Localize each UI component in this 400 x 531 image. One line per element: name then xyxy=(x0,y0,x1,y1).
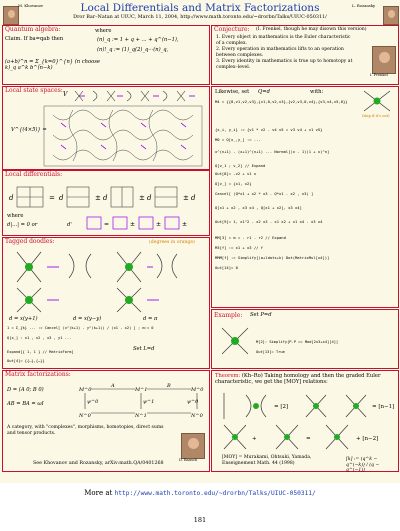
doodles-code3: Expand[{ 1, 1 } // MatrixForm] xyxy=(7,350,74,354)
example-diagram xyxy=(218,324,252,358)
example-heading: Example: xyxy=(214,312,243,319)
footer-more-at: More at xyxy=(84,489,113,497)
svg-text:±: ± xyxy=(95,194,101,202)
svg-text:=: = xyxy=(49,194,55,202)
doodles-code1: 1 = Σ_{k} ... := Cancel[ (x^(k+1) - y^(k+1)) / (x1 - x2) ] ; m:= 0 xyxy=(7,326,154,330)
matrix-box xyxy=(2,370,210,472)
quantum-eq2: (n)!_q := (1)_q(2)_q···(n)_q, xyxy=(97,47,169,53)
doodles-code2: Q[x_] : x1 , x2 , x3 , y1 ... xyxy=(7,336,72,340)
likewise-box xyxy=(211,86,399,308)
math-line-12: M3[f] := x1 + x3 // f xyxy=(215,245,264,250)
conjecture-box xyxy=(211,25,399,85)
likewise-q: Q=d xyxy=(258,89,270,95)
doodles-eq3: d = π xyxy=(143,316,158,322)
math-line-7: Q[v_] = {x1, x2} xyxy=(215,181,252,186)
math-line-6: Out[8]= -v2 + v1 x xyxy=(215,171,257,176)
differentials-d-zero: d|…| = 0 or xyxy=(7,222,38,228)
moy-rel-3: + [n−2] xyxy=(356,436,379,442)
quantum-where: where xyxy=(95,28,112,34)
example-code: M[2]: Simplify[P.P == Mod[2x3+x4][4]] xyxy=(256,340,339,344)
moy-rel-2: = [n−1] xyxy=(372,404,394,410)
rozansky-caption: L. Rozansky xyxy=(352,3,376,8)
differentials-where: where xyxy=(7,213,24,219)
doodles-set: Set L=d xyxy=(133,346,155,352)
frenkel-caption: I. Frenkel xyxy=(370,73,388,77)
doodles-eq1: d = x(y+1) xyxy=(9,316,38,322)
svg-text:d: d xyxy=(191,194,196,202)
svg-text:±: ± xyxy=(183,194,189,202)
differentials-diagram xyxy=(7,183,205,211)
quantum-binom: (a+b)^n = Σ_{k=0}^{n} (n choose k)_q a^k b^(n−k) xyxy=(5,59,100,72)
conjecture-note: (I. Frenkel, though he may disown this version) xyxy=(256,27,367,32)
theorem-box xyxy=(211,370,399,472)
math-line-10: Out[9]= 1, x1^2 - x2 x3 - x1 x2 + x1 x4 - x3 x4 xyxy=(215,219,323,224)
mf-label-psi1: ψ^1 xyxy=(143,399,155,405)
conjecture-item-1: 1. Every object in mathematics is the Euler characteristic of a complex. xyxy=(216,35,351,46)
svg-text:d: d xyxy=(9,194,14,202)
page-title: Local Differentials and Matrix Factorizations xyxy=(80,2,320,14)
differentials-small-diagram xyxy=(83,215,203,231)
math-line-9: Q[x1 + x2 , x3 x4 , Q[x1 + x2], x3 x4] xyxy=(215,205,302,210)
footer-line xyxy=(0,489,400,497)
mf-label-psi0b: ψ^0 xyxy=(187,399,199,405)
moy-qnum: [k] := (q^k − q^(−k)) / (q − q^(−1)) xyxy=(346,457,380,474)
doodles-out: Out[4]= {{…},{…}} xyxy=(7,359,45,363)
quantum-eq1: (n)_q := 1 + q + ... + q^(n−1), xyxy=(97,37,179,43)
svg-text:d: d xyxy=(147,194,152,202)
v-big-label: V^{(4×5)} = xyxy=(11,127,47,133)
math-line-1: M4 = {{0,v1,v2,v3},{v1,0,v2,v3},{v2,v3,0,v4},{v3,v4,v5,0}} xyxy=(215,99,348,104)
khovanov-caption: M. Khovanov xyxy=(18,3,44,8)
theorem-heading: Theorem: xyxy=(215,373,241,379)
moy-rel-4: + xyxy=(252,436,257,442)
svg-text:d: d xyxy=(103,194,108,202)
conjecture-item-3: 3. Every identity in mathematics is true up to homotopy at complex–level. xyxy=(216,59,353,70)
quantum-claim: Claim. If ba=qab then xyxy=(5,36,64,42)
doodles-note: (degrees in orange) xyxy=(149,240,195,245)
conjecture-item-2: 2. Every operation in mathematics lifts to an operation between complexes. xyxy=(216,47,344,58)
example-text: Set P=d xyxy=(250,312,272,318)
math-line-4: x^(n+1) - (x+1)^(n+1) ... Normal[(x - 1)(1 + x)^n] xyxy=(215,149,330,154)
differentials-box xyxy=(2,170,210,236)
v-label: V xyxy=(63,91,68,98)
v-diagram xyxy=(71,89,201,103)
math-line-13: MMM[f] := Simplify[(a+ldots+k) Dot(MatrixMul[x4])] xyxy=(215,255,330,260)
svg-text:±: ± xyxy=(156,221,162,228)
bausch-photo xyxy=(181,433,205,459)
moy-diagram xyxy=(216,391,394,453)
math-line-8: Cancel[ (Q*x1 + x2 * x3 - Q*x1 - x2 , x3) ] xyxy=(215,191,314,196)
likewise-with: with: xyxy=(310,89,324,95)
svg-text:=: = xyxy=(104,221,110,228)
conjecture-heading: Conjecture: xyxy=(214,26,250,33)
moy-rel-5: = xyxy=(306,436,311,442)
rozansky-photo xyxy=(383,6,399,25)
grid-diagram xyxy=(43,105,203,167)
math-line-14: Out[14]= 0 xyxy=(215,265,238,270)
frenkel-photo xyxy=(372,46,396,74)
matrix-ab: AB = BA = ωI xyxy=(7,401,44,407)
bausch-caption: D. Bausch xyxy=(179,458,198,462)
matrix-diagram xyxy=(79,381,207,421)
page-number: 181 xyxy=(193,516,207,524)
matrix-desc: A category, with "complexes", morphisms, homotopies, direct sums and tensor products. xyxy=(7,425,164,436)
mf-label-a: A xyxy=(111,383,115,389)
quantum-box xyxy=(2,25,210,85)
svg-text:±: ± xyxy=(139,194,145,202)
doodles-heading: Tagged doodles: xyxy=(5,238,55,245)
svg-text:d: d xyxy=(59,194,64,202)
doodles-eq2: d = x(y−y) xyxy=(73,316,102,322)
matrix-heading: Matrix factorizations: xyxy=(5,371,71,378)
theorem-text: (Kh–Ro) Taking homology and then the graded Euler characteristic, we get the [MOY] relations: xyxy=(215,373,381,386)
state-spaces-box xyxy=(2,86,210,170)
mf-label-n0: N^0 xyxy=(79,413,91,419)
mf-label-m0b: M^0 xyxy=(191,387,204,393)
likewise-node-diagram xyxy=(360,89,394,113)
mf-label-m0: M^0 xyxy=(79,387,92,393)
mf-label-n0b: N^0 xyxy=(191,413,203,419)
moy-ref: [MOY] = Murakami, Ohtsuki, Yamada, Enseignement Math. 44 (1998) xyxy=(222,455,312,466)
mf-label-psi0: ψ^0 xyxy=(87,399,99,405)
math-line-3: M0 = Q[x_,y_] := ... xyxy=(215,137,261,142)
matrix-see: See Khovanov and Rozansky, arXiv:math.QA/0401268 xyxy=(33,461,164,466)
likewise-text: Likewise, set xyxy=(215,89,250,95)
footer-url[interactable]: http://www.math.toronto.edu/~drorbn/Talks/UIUC-050311/ xyxy=(114,490,316,497)
state-spaces-heading: Local state spaces: xyxy=(5,87,63,94)
doodles-box xyxy=(2,237,210,369)
math-line-11: MM[3] = m = . r1 . r2 // Expand xyxy=(215,235,286,240)
svg-text:±: ± xyxy=(130,221,136,228)
doodles-diagram xyxy=(7,248,205,314)
mf-label-b: B xyxy=(167,383,171,389)
likewise-note: (skip if it's out) xyxy=(362,114,390,118)
quantum-heading: Quantum algebra: xyxy=(5,26,61,33)
example-box xyxy=(211,309,399,369)
math-line-5: Q[v_1 ; v_2] // Expand xyxy=(215,163,266,168)
matrix-d-def: D = (A 0; B 0) xyxy=(7,387,44,393)
differentials-d-prime: d' xyxy=(67,222,72,228)
math-line-2: {x_i, y_i} := {v1 * v2 - v4 v5 = v3 v4 + v1 v5} xyxy=(215,127,323,132)
svg-text:±: ± xyxy=(182,221,188,228)
theorem-text-wrap xyxy=(215,373,395,385)
differentials-heading: Local differentials: xyxy=(5,171,63,178)
moy-rel-1: = [2] xyxy=(274,404,289,410)
mf-label-m1: M^1 xyxy=(135,387,148,393)
subtitle: Dror Bar–Natan at UIUC, March 11, 2004, http://www.math.toronto.edu/~drorbn/Talks/UIUC-050311/ xyxy=(73,14,327,20)
mf-label-n1: N^1 xyxy=(135,413,147,419)
example-out: Out[13]= True xyxy=(256,350,285,354)
